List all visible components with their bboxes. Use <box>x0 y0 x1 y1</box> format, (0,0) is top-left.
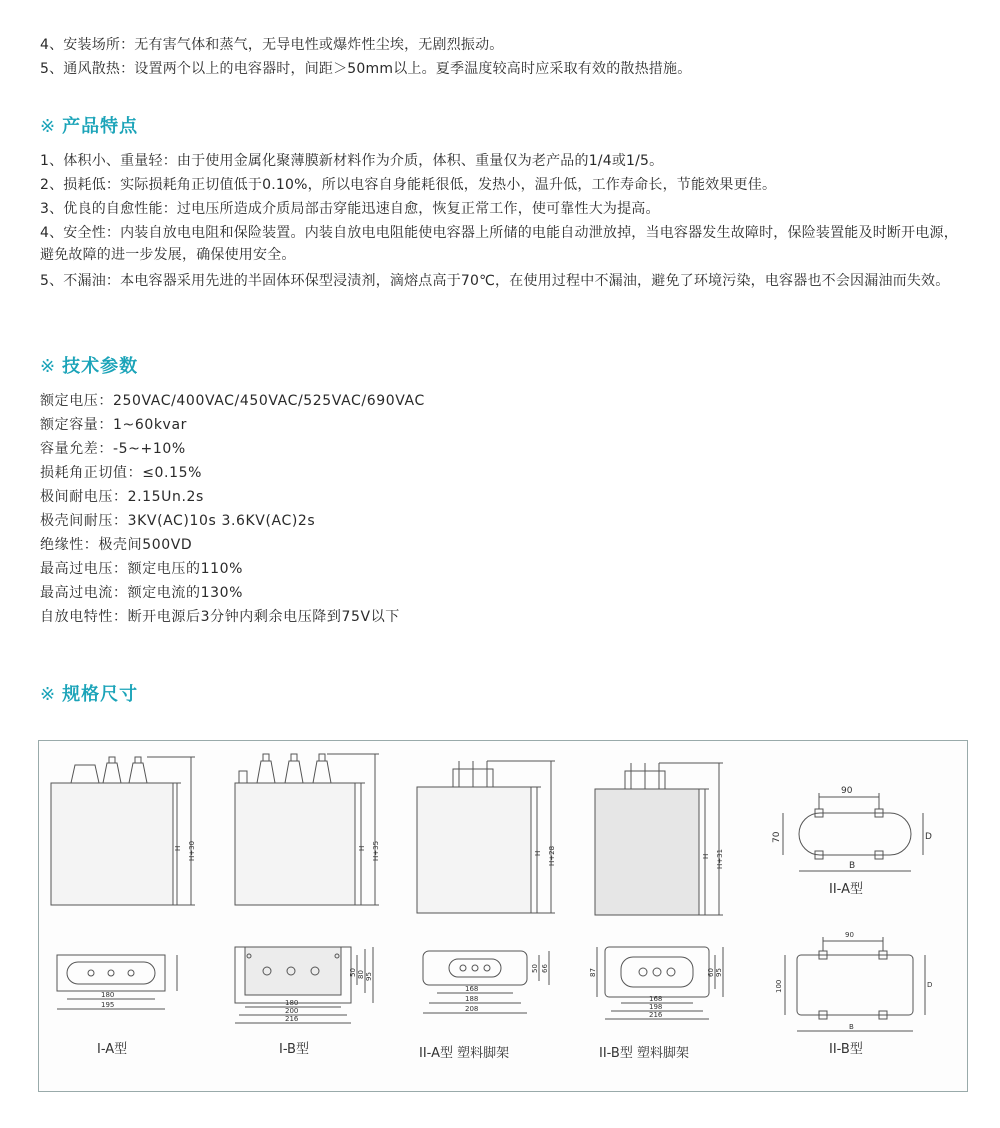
capacitor-ib-bottom-drawing <box>235 947 373 1023</box>
capacitor-iib-top-drawing <box>785 937 925 1031</box>
dim-label: 50 <box>349 968 357 977</box>
dim-label: 188 <box>465 995 479 1003</box>
dim-label: B <box>849 1023 854 1031</box>
dimensions-heading <box>40 680 138 706</box>
dim-label: 95 <box>365 972 373 981</box>
dim-label: 216 <box>285 1015 299 1023</box>
dim-label: 50 <box>531 964 539 973</box>
feature-item: 1、体积小、重量轻：由于使用金属化聚薄膜新材料作为介质，体积、重量仅为老产品的1/4或1/5。 <box>40 153 664 169</box>
dim-label: H+30 <box>188 840 196 861</box>
features-heading <box>40 112 138 138</box>
spec-item: 极壳间耐压：3KV(AC)10s 3.6KV(AC)2s <box>40 513 316 529</box>
spec-item: 容量允差：-5~+10% <box>40 441 186 457</box>
specs-title: 技术参数 <box>62 356 139 377</box>
dim-label: 100 <box>775 979 783 993</box>
caption-iia-base: II-A型 塑料脚架 <box>419 1046 510 1061</box>
dim-label: H+35 <box>372 840 380 861</box>
reference-mark-icon: ※ <box>40 356 57 377</box>
feature-item: 4、安全性：内装自放电电阻和保险装置。内装自放电电阻能使电容器上所储的电能自动泄放掉，当电容器发生故障时，保险装置能及时断开电源，避免故障的进一步发展，确保使用安全。 <box>40 225 958 263</box>
caption-iib-base: II-B型 塑料脚架 <box>599 1046 689 1061</box>
dim-label: 80 <box>357 970 365 979</box>
feature-item: 3、优良的自愈性能：过电压所造成介质局部击穿能迅速自愈，恢复正常工作，使可靠性大为提高。 <box>40 201 660 217</box>
spec-item: 绝缘性：极壳间500VD <box>40 537 193 553</box>
install-item-5: 5、通风散热：设置两个以上的电容器时，间距＞50mm以上。夏季温度较高时应采取有效的散热措施。 <box>40 61 692 77</box>
caption-ia: I-A型 <box>97 1042 128 1057</box>
caption-iib: II-B型 <box>829 1042 863 1057</box>
dim-label: B <box>849 861 856 871</box>
dim-label: 208 <box>465 1005 479 1013</box>
caption-iia: II-A型 <box>829 882 863 897</box>
dim-label: 200 <box>285 1007 299 1015</box>
dim-label: 95 <box>715 968 723 977</box>
dim-label: 168 <box>649 995 663 1003</box>
dimension-drawings-panel <box>38 740 968 1092</box>
feature-item: 2、损耗低：实际损耗角正切值低于0.10%，所以电容自身能耗很低，发热小，温升低，工作寿命长，节能效果更佳。 <box>40 177 777 193</box>
capacitor-ib-side-drawing <box>235 754 379 905</box>
dim-label: 168 <box>465 985 479 993</box>
dim-label: H+28 <box>548 845 556 866</box>
dim-label: 70 <box>772 831 782 843</box>
capacitor-ia-side-drawing <box>51 757 195 905</box>
dim-label: H <box>702 853 710 859</box>
install-item-4: 4、安装场所：无有害气体和蒸气，无导电性或爆炸性尘埃，无剧烈振动。 <box>40 37 504 53</box>
dim-label: H <box>358 845 366 851</box>
dim-label: 195 <box>101 1001 115 1009</box>
dim-label: 90 <box>841 786 853 796</box>
spec-item: 最高过电压：额定电压的110% <box>40 561 244 577</box>
spec-item: 额定电压：250VAC/400VAC/450VAC/525VAC/690VAC <box>40 393 425 409</box>
caption-ib: I-B型 <box>279 1042 309 1057</box>
dim-label: H <box>534 850 542 856</box>
spec-item: 最高过电流：额定电流的130% <box>40 585 244 601</box>
dim-label: 198 <box>649 1003 663 1011</box>
dim-label: 216 <box>649 1011 663 1019</box>
dim-label: 87 <box>589 968 597 977</box>
spec-item: 额定容量：1~60kvar <box>40 417 187 433</box>
specs-heading <box>40 352 138 378</box>
features-title: 产品特点 <box>62 116 139 137</box>
dim-label: 90 <box>845 931 854 939</box>
spec-item: 损耗角正切值：≤0.15% <box>40 465 203 481</box>
feature-item: 5、不漏油：本电容器采用先进的半固体环保型浸渍剂，滴熔点高于70℃，在使用过程中不漏油，避免了环境污染，电容器也不会因漏油而失效。 <box>40 273 950 289</box>
capacitor-ia-bottom-drawing <box>57 955 177 1009</box>
spec-item: 极间耐电压：2.15Un.2s <box>40 489 204 505</box>
dimensions-title: 规格尺寸 <box>62 684 139 705</box>
capacitor-iia-top-drawing <box>783 793 923 871</box>
dim-label: 60 <box>707 968 715 977</box>
spec-item: 自放电特性：断开电源后3分钟内剩余电压降到75V以下 <box>40 609 400 625</box>
dim-label: 66 <box>541 964 549 973</box>
reference-mark-icon: ※ <box>40 116 57 137</box>
capacitor-iia-base-drawing <box>423 951 549 1013</box>
capacitor-iib-side-drawing <box>595 763 723 915</box>
dim-label: D <box>925 832 932 842</box>
capacitor-iia-side-drawing <box>417 761 555 913</box>
dimension-drawings <box>39 741 967 1091</box>
dim-label: H <box>174 845 182 851</box>
reference-mark-icon: ※ <box>40 684 57 705</box>
dim-label: 180 <box>101 991 115 999</box>
dim-label: H+31 <box>716 848 724 869</box>
dim-label: D <box>927 981 933 989</box>
dim-label: 180 <box>285 999 299 1007</box>
